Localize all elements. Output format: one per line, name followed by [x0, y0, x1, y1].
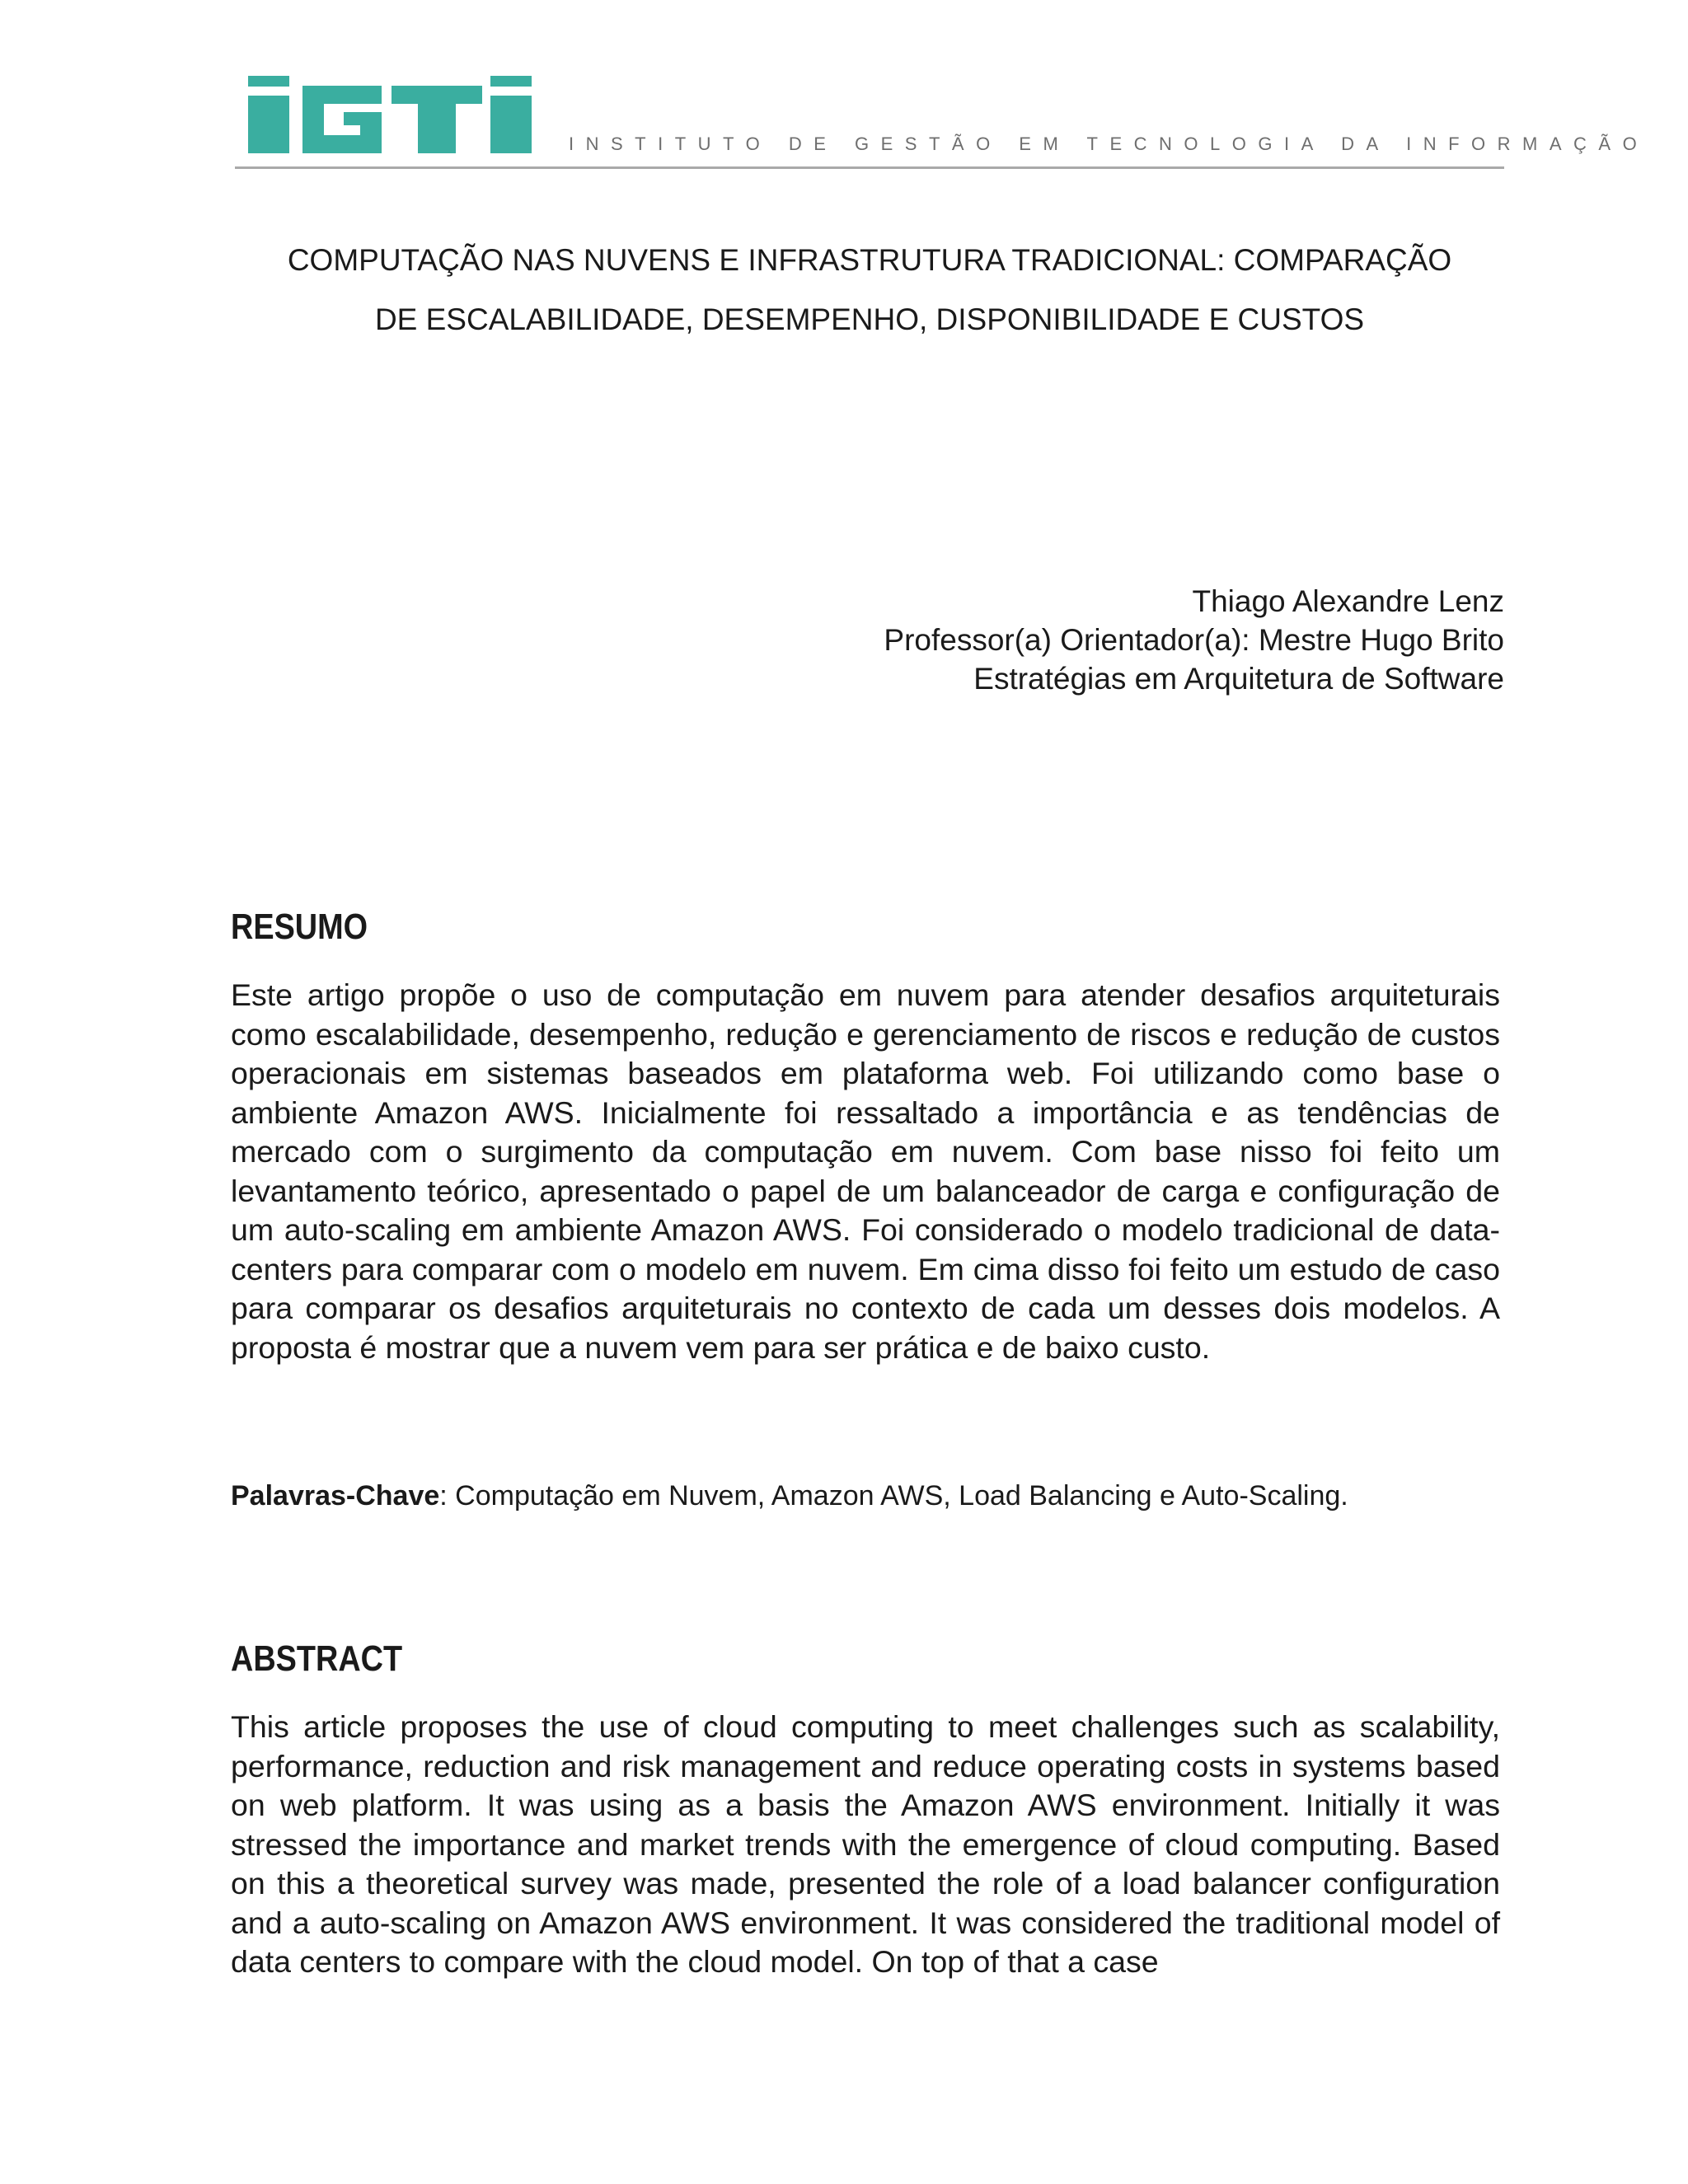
resumo-text: Este artigo propõe o uso de computação em nuvem para atender desafios arquiteturais como escalabilidade, desempenho, redução e gerenciamento de riscos e redução de custos operacionais em sistemas baseados em plataforma web. Foi utilizando como base o ambiente Amazon AWS. Inicialmente foi ressaltado a importância e as tendências de mercado com o surgimento da computação em nuvem. Com base nisso foi feito um levantamento teórico, apresentado o papel de um balanceador de carga e configuração de um auto-scaling em ambiente Amazon AWS. Foi considerado o modelo tradicional de data-centers para comparar com o modelo em nuvem. Em cima disso foi feito um estudo de caso para comparar os desafios arquiteturais no contexto de cada um desses dois modelos. A proposta é mostrar que a nuvem vem para ser prática e de baixo custo. — [231, 977, 1500, 1365]
advisor-name: Professor(a) Orientador(a): Mestre Hugo Brito — [884, 623, 1504, 657]
course-name: Estratégias em Arquitetura de Software — [973, 662, 1504, 696]
keywords-label: Palavras-Chave — [231, 1480, 440, 1511]
abstract-heading: ABSTRACT — [231, 1638, 403, 1679]
abstract-text: This article proposes the use of cloud computing to meet challenges such as scalability, performance, reduction and risk management and reduce operating costs in systems based on web platform. It was using as a basis the Amazon AWS environment. Initially it was stressed the importance and market trends with the emergence of cloud computing. Based on this a theoretical survey was made, presented the role of a load balancer configuration and a auto-scaling on Amazon AWS environment. It was considered the traditional model of data centers to compare with the cloud model. On top of that a case — [231, 1709, 1500, 1979]
resumo-heading: RESUMO — [231, 907, 368, 947]
igti-logo — [243, 74, 550, 157]
title-line-2: DE ESCALABILIDADE, DESEMPENHO, DISPONIBILIDADE E CUSTOS — [374, 302, 1365, 336]
page-header — [235, 74, 1649, 171]
institution-name: INSTITUTO DE GESTÃO EM TECNOLOGIA DA INFORMAÇÃO — [569, 134, 1649, 154]
keywords-line — [231, 1480, 1348, 1512]
header-divider — [235, 166, 1504, 169]
keywords-separator: : — [439, 1480, 448, 1511]
keywords-text: Computação em Nuvem, Amazon AWS, Load Balancing e Auto-Scaling. — [447, 1480, 1348, 1511]
paper-title — [235, 231, 1504, 349]
author-name: Thiago Alexandre Lenz — [1192, 584, 1504, 618]
title-line-1: COMPUTAÇÃO NAS NUVENS E INFRASTRUTURA TRADICIONAL: COMPARAÇÃO — [287, 243, 1452, 277]
author-block — [884, 582, 1504, 698]
